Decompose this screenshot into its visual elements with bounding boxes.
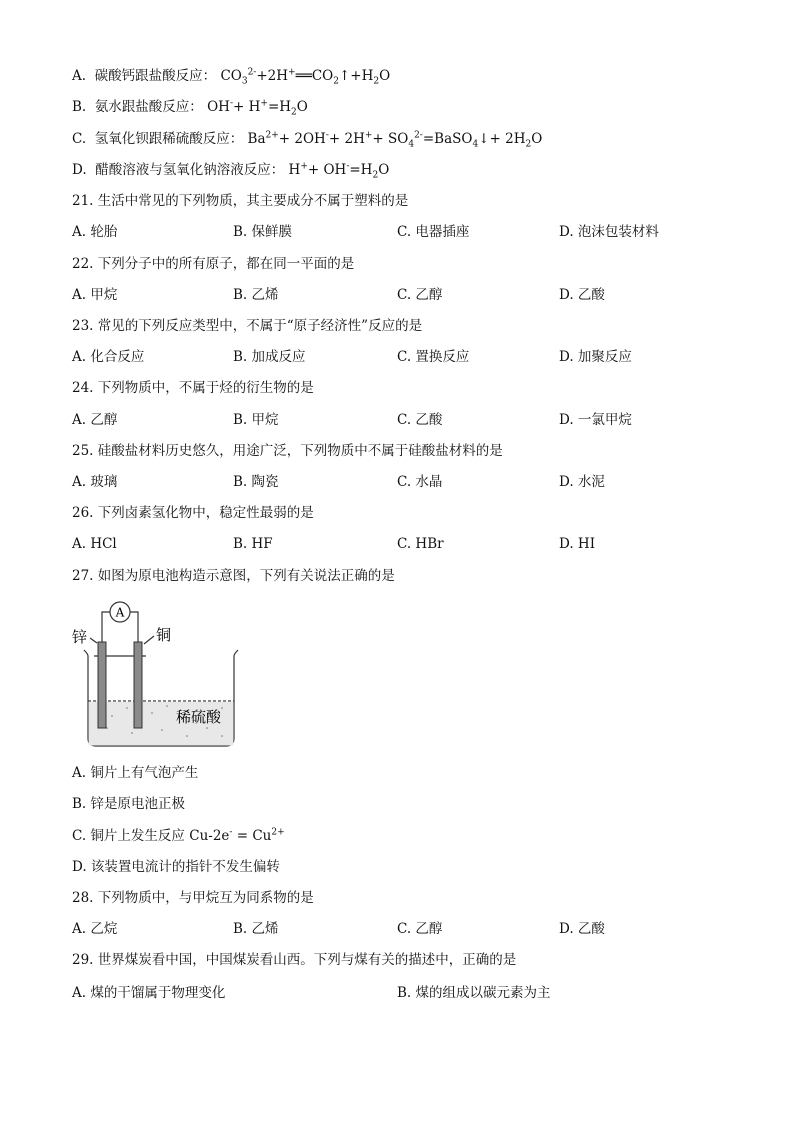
chemical-formula: $H^++ OH^-=H_2O$ bbox=[288, 161, 390, 181]
question-25-options bbox=[72, 473, 752, 491]
option-b: B. 乙烯 bbox=[233, 287, 279, 303]
option-c: C. 乙醇 bbox=[397, 921, 443, 937]
option-d: D. 乙酸 bbox=[559, 921, 605, 937]
galvanic-cell-diagram bbox=[72, 598, 252, 748]
option-c: C. 乙酸 bbox=[397, 412, 443, 428]
option-text: 碳酸钙跟盐酸反应： bbox=[94, 68, 217, 84]
option-c: C. HBr bbox=[397, 536, 444, 552]
question-23-stem: 23. 常见的下列反应类型中，不属于“原子经济性”反应的是 bbox=[72, 318, 423, 334]
option-a: A. 化合反应 bbox=[72, 349, 145, 365]
copper-electrode bbox=[134, 642, 142, 728]
question-27-stem: 27. 如图为原电池构造示意图，下列有关说法正确的是 bbox=[72, 568, 395, 584]
option-d: D. 乙酸 bbox=[559, 287, 605, 303]
option-b: B. 加成反应 bbox=[233, 349, 306, 365]
option-text: 氨水跟盐酸反应： bbox=[94, 99, 203, 115]
solution-label: 稀硫酸 bbox=[176, 708, 222, 726]
question-22-options bbox=[72, 286, 752, 304]
option-b: B. 保鲜膜 bbox=[233, 224, 293, 240]
option-c: C. 置换反应 bbox=[397, 349, 470, 365]
copper-label: 铜 bbox=[156, 626, 172, 644]
option-a: A. 玻璃 bbox=[72, 474, 118, 490]
question-27-option-a: A. 铜片上有气泡产生 bbox=[72, 765, 199, 781]
option-a: A. 煤的干馏属于物理变化 bbox=[72, 985, 226, 1001]
option-d: D. 水泥 bbox=[559, 474, 605, 490]
question-24-options bbox=[72, 411, 752, 429]
option-a: A. 乙醇 bbox=[72, 412, 118, 428]
zinc-label: 锌 bbox=[72, 628, 88, 646]
option-a: A. HCl bbox=[72, 536, 117, 552]
option-b: B. 乙烯 bbox=[233, 921, 279, 937]
question-29-stem: 29. 世界煤炭看中国，中国煤炭看山西。下列与煤有关的描述中，正确的是 bbox=[72, 952, 517, 968]
option-letter: B. bbox=[72, 99, 87, 115]
chemical-formula: $CO_3^{2-}+2H^+══CO_2↑+H_2O$ bbox=[220, 67, 391, 87]
wire-right bbox=[130, 612, 138, 642]
option-a: A. 乙烷 bbox=[72, 921, 118, 937]
question-28-options bbox=[72, 920, 752, 938]
chemical-formula: $Ba^{2+}+ 2OH^-+ 2H^++$ $SO_4^{2-}=BaSO_4↓+ 2H_2O$ bbox=[247, 130, 543, 150]
chemical-formula: $Cu-2e^- = Cu^{2+}$ bbox=[189, 827, 285, 844]
zinc-leader bbox=[90, 638, 97, 643]
question-25-stem: 25. 硅酸盐材料历史悠久，用途广泛，下列物质中不属于硅酸盐材料的是 bbox=[72, 443, 503, 459]
question-23-options bbox=[72, 348, 752, 366]
wire-left bbox=[102, 612, 110, 642]
option-prefix: C. 铜片上发生反应 bbox=[72, 828, 190, 844]
question-26-stem: 26. 下列卤素氢化物中，稳定性最弱的是 bbox=[72, 505, 314, 521]
option-d: D. 一氯甲烷 bbox=[559, 412, 632, 428]
option-letter: D. bbox=[72, 162, 87, 178]
option-letter: A. bbox=[72, 68, 87, 84]
option-a: A. 甲烷 bbox=[72, 287, 118, 303]
question-28-stem: 28. 下列物质中，与甲烷互为同系物的是 bbox=[72, 890, 314, 906]
option-d: D. HI bbox=[559, 536, 596, 552]
option-b: B. 陶瓷 bbox=[233, 474, 279, 490]
option-a: A. 轮胎 bbox=[72, 224, 118, 240]
option-letter: C. bbox=[72, 131, 87, 147]
q20-option-a bbox=[72, 67, 390, 85]
ammeter-label: A bbox=[115, 605, 125, 620]
option-b: B. HF bbox=[233, 536, 273, 552]
question-27-option-d: D. 该装置电流计的指针不发生偏转 bbox=[72, 859, 280, 875]
option-d: D. 加聚反应 bbox=[559, 349, 632, 365]
option-c: C. 乙醇 bbox=[397, 287, 443, 303]
q20-option-d bbox=[72, 161, 389, 179]
option-b: B. 煤的组成以碳元素为主 bbox=[397, 985, 551, 1001]
copper-leader bbox=[144, 636, 154, 644]
option-b: B. 甲烷 bbox=[233, 412, 279, 428]
question-24-stem: 24. 下列物质中，不属于烃的衍生物的是 bbox=[72, 380, 314, 396]
q20-option-c bbox=[72, 130, 542, 148]
zinc-electrode bbox=[98, 642, 106, 728]
option-c: C. 电器插座 bbox=[397, 224, 470, 240]
question-29-options bbox=[72, 984, 752, 1002]
chemical-formula: $OH^-+ H^+=H_2O$ bbox=[207, 98, 308, 118]
question-22-stem: 22. 下列分子中的所有原子，都在同一平面的是 bbox=[72, 256, 355, 272]
option-text: 氢氧化钡跟稀硫酸反应： bbox=[94, 131, 244, 147]
question-26-options bbox=[72, 535, 752, 553]
option-c: C. 水晶 bbox=[397, 474, 443, 490]
option-d: D. 泡沫包装材料 bbox=[559, 224, 659, 240]
question-27-option-b: B. 锌是原电池正极 bbox=[72, 796, 186, 812]
question-21-options bbox=[72, 223, 752, 241]
q20-option-b bbox=[72, 98, 308, 116]
option-text: 醋酸溶液与氢氧化钠溶液反应： bbox=[95, 162, 285, 178]
question-27-option-c bbox=[72, 827, 285, 845]
question-21-stem: 21. 生活中常见的下列物质，其主要成分不属于塑料的是 bbox=[72, 193, 409, 209]
